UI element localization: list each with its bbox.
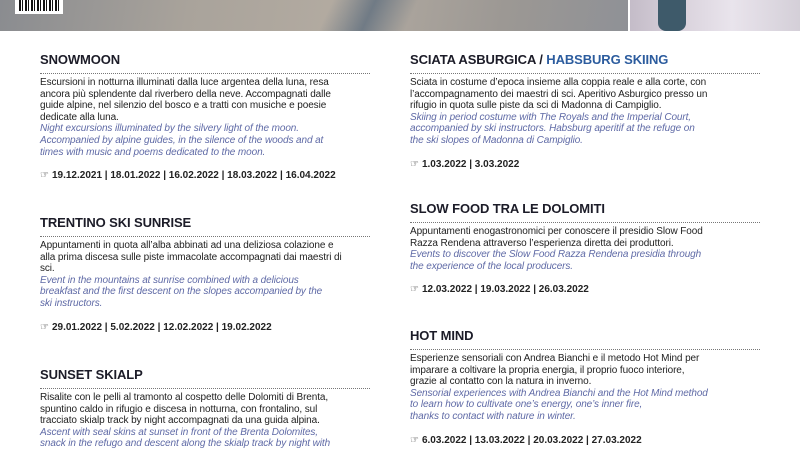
event-description-it: Appuntamenti enogastronomici per conoscere il presidio Slow Food Razza Rendena attraverso l’esperienza diretta dei produttori.: [410, 226, 703, 249]
event-description-en: Night excursions illuminated by the silvery light of the moon. Accompanied by alpine guides, in the silence of the woods and at times with music and poems dedicated to the moon.: [40, 123, 324, 158]
event-dates: [410, 159, 760, 170]
event-dates: [410, 284, 760, 295]
qr-code[interactable]: [15, 0, 63, 14]
event-sunset-skialp: [40, 367, 370, 450]
event-dates: [40, 322, 370, 333]
event-sciata-asburgica: [410, 52, 760, 170]
pointing-hand-icon: ☞: [40, 170, 49, 182]
title-it: SCIATA ASBURGICA /: [410, 52, 547, 67]
event-description-en: Skiing in period costume with The Royals and the Imperial Court, accompanied by ski instructors. Habsburg aperitif at the refuge on the ski slopes of Madonna di Campiglio.: [410, 111, 695, 146]
divider: [410, 73, 760, 74]
event-dates: [40, 170, 370, 181]
dates-text: 6.03.2022 | 13.03.2022 | 20.03.2022 | 27.03.2022: [421, 434, 642, 446]
event-title: [410, 52, 760, 67]
divider: [40, 73, 370, 74]
event-snowmoon: [40, 52, 370, 181]
event-slow-food: [410, 201, 760, 295]
event-title: TRENTINO SKI SUNRISE: [40, 215, 192, 230]
dates-text: 1.03.2022 | 3.03.2022: [421, 158, 520, 170]
event-trentino-ski-sunrise: [40, 215, 370, 333]
dates-text: 19.12.2021 | 18.01.2022 | 16.02.2022 | 18.03.2022 | 16.04.2022: [51, 170, 336, 182]
event-dates: [410, 435, 760, 446]
pointing-hand-icon: ☞: [40, 321, 49, 333]
qr-code-pattern: [19, 0, 59, 11]
dates-text: 12.03.2022 | 19.03.2022 | 26.03.2022: [421, 284, 589, 296]
event-description-it: Esperienze sensoriali con Andrea Bianchi e il metodo Hot Mind per imparare a coltivare la propria energia, il proprio fuoco interiore, grazie al contatto con la natura in inverno.: [410, 353, 700, 388]
event-description-it: Appuntamenti in quota all’alba abbinati ad una deliziosa colazione e alla prima discesa sulle piste immacolate accompagnati dai maestri di sci.: [40, 240, 342, 275]
header-photo-skier: [0, 0, 628, 31]
dates-text: 29.01.2022 | 5.02.2022 | 12.02.2022 | 19.02.2022: [51, 321, 272, 333]
event-description-en: Events to discover the Slow Food Razza Rendena presidia through the experience of the local producers.: [410, 249, 702, 272]
skier-shadow: [290, 0, 490, 31]
event-hot-mind: [410, 328, 760, 446]
pointing-hand-icon: ☞: [410, 284, 419, 296]
divider: [40, 388, 370, 389]
pointing-hand-icon: ☞: [410, 434, 419, 446]
event-description-en: Sensorial experiences with Andrea Bianchi and the Hot Mind method to learn how to cultivate one’s energy, one’s inner fire, thanks to contact with nature in winter.: [410, 387, 708, 422]
event-title: HOT MIND: [410, 328, 474, 343]
pointing-hand-icon: ☞: [410, 158, 419, 170]
event-description-it: Escursioni in notturna illuminati dalla luce argentea della luna, resa ancora più splendente dal riverbero della neve. Accompagnati dalle guide alpine, nel silenzio del bosco e a tratti con musiche e poesie dedicate alla luna.: [40, 77, 331, 123]
event-title: SLOW FOOD TRA LE DOLOMITI: [410, 201, 605, 216]
event-description-en: Ascent with seal skins at sunset in front of the Brenta Dolomites, snack in the refugo and descent along the skialp track by night with: [40, 426, 331, 450]
person-figure: [658, 0, 686, 31]
divider: [410, 222, 760, 223]
event-title: SUNSET SKIALP: [40, 367, 143, 382]
event-description-en: Event in the mountains at sunrise combined with a delicious breakfast and the first descent on the slopes accompanied by the ski instructors.: [40, 274, 323, 309]
divider: [410, 349, 760, 350]
header-photo-side: [630, 0, 800, 31]
event-description-it: Sciata in costume d’epoca insieme alla coppia reale e alla corte, con l’accompagnamento dei maestri di sci. Aperitivo Asburgico presso un rifugio in quota sulle piste da sci di Madonna di Campiglio.: [410, 77, 708, 112]
event-title: SNOWMOON: [40, 52, 121, 67]
event-description-it: Risalite con le pelli al tramonto al cospetto delle Dolomiti di Brenta, spuntino caldo in rifugio e discesa in notturna, con frontalino, sul tracciato skialp track by night accompagnati da una guida alpina.: [40, 392, 329, 427]
divider: [40, 236, 370, 237]
title-en: HABSBURG SKIING: [546, 52, 669, 67]
